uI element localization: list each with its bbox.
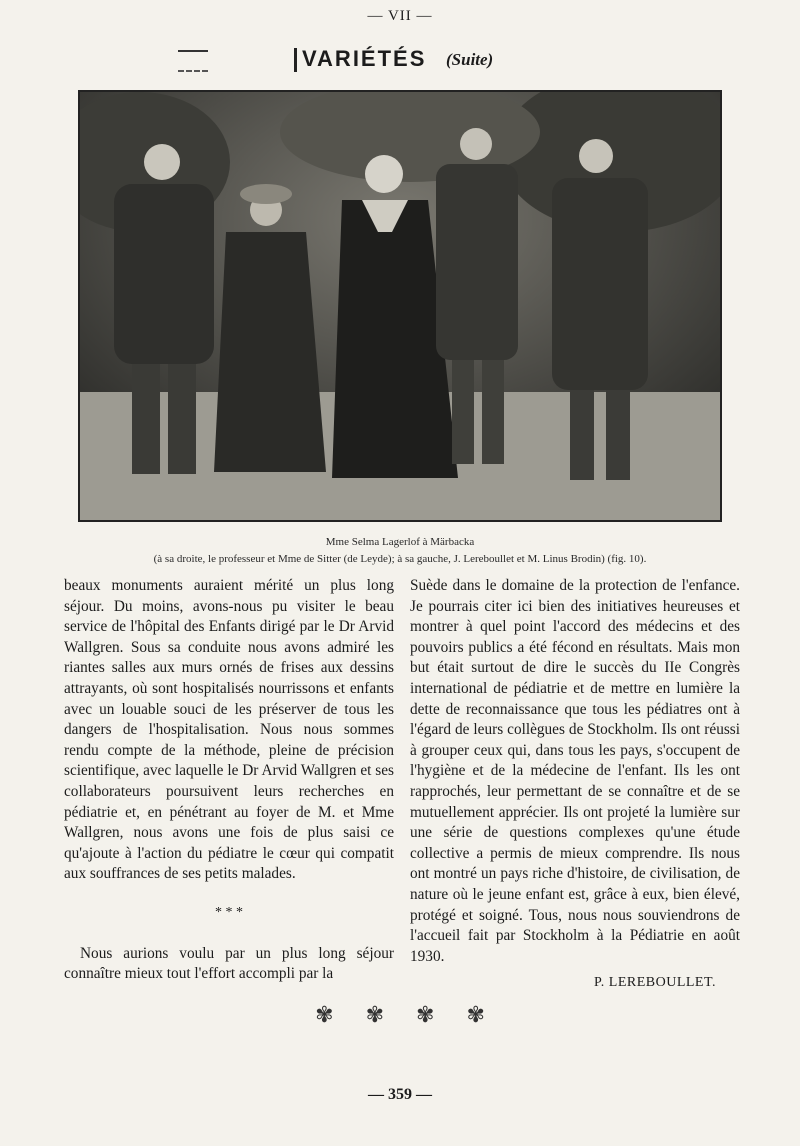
right-column: [410, 576, 740, 994]
figure-caption: [0, 534, 800, 568]
author-signature: P. LEREBOULLET.: [594, 975, 716, 991]
section-separator: * * *: [215, 904, 243, 920]
page-roman-numeral: — VII —: [367, 8, 433, 24]
caption-line-2: (à sa droite, le professeur et Mme de Sitter (de Leyde); à sa gauche, J. Lereboullet et M. Linus Brodin) (fig. 10).: [153, 553, 647, 565]
left-paragraph-1: beaux monuments auraient mérité un plus long séjour. Du moins, avons-nous pu visiter le beau service de l'hôpital des Enfants dirigé par le Dr Arvid Wallgren. Sous sa conduite nous avons admiré les riantes salles aux murs ornés de frises aux dessins attrayants, où sont hospitalisés nourrissons et enfants avec un louable souci de les préserver de tous les dangers de l'hospitalisation. Nous nous sommes rendu compte de la méthode, pleine de précision scientifique, avec laquelle le Dr Arvid Wallgren et ses collaborateurs poursuivent leurs recherches en pédiatrie et, en pénétrant au foyer de M. et Mme Wallgren, nous avons une fois de plus saisi ce qu'ajoute à l'action du pédiatre le cœur qui compatit aux souffrances de ses petits malades.: [64, 577, 394, 883]
flower-ornament-icon: ✾: [416, 1002, 435, 1027]
page-number: — 359 —: [368, 1086, 432, 1103]
section-suite: (Suite): [446, 50, 494, 69]
footer-ornaments: [0, 1002, 800, 1028]
left-paragraph-2: Nous aurions voulu par un plus long séjour connaître mieux tout l'effort accompli par la: [64, 944, 394, 983]
flower-ornament-icon: ✾: [365, 1002, 384, 1027]
header-bar-divider: [294, 48, 297, 72]
flower-ornament-icon: ✾: [466, 1002, 485, 1027]
section-title: VARIÉTÉS: [302, 46, 427, 71]
right-paragraph-1: Suède dans le domaine de la protection de l'enfance. Je pourrais citer ici bien des initiatives heureuses et montrer à quel point l'accord des médecins et des pouvoirs publics a été fécond en résultats. Mais mon but était surtout de dire le succès du IIe Congrès international de pédiatrie et de mettre en lumière la dette de reconnaissance que tous les pédiatres ont à l'égard de leurs collègues de Stockholm. Ils ont réussi à grouper ceux qui, dans tous les pays, s'occupent de l'hygiène et de la médecine de l'enfant. Ils les ont rapprochés, leur permettant de se connaître et de se mutuellement apprécier. Ils ont projeté la lumière sur une série de questions complexes qu'une étude collective a permis de mieux comprendre. Ils nous ont montré un pays riche d'histoire, de civilisation, de nature où le jeune enfant est, grâce à eux, bien élevé, protégé et soigné. Tous, nous nous souviendrons de l'accueil fait par Stockholm à la Pédiatrie en août 1930.: [410, 577, 740, 965]
header-ornament-icon: [178, 50, 208, 72]
flower-ornament-icon: ✾: [315, 1002, 334, 1027]
section-header: [0, 44, 800, 76]
left-column: [64, 576, 394, 985]
group-photo: [78, 90, 722, 522]
caption-line-1: Mme Selma Lagerlof à Märbacka: [325, 536, 475, 548]
group-photo-image: [80, 92, 720, 520]
